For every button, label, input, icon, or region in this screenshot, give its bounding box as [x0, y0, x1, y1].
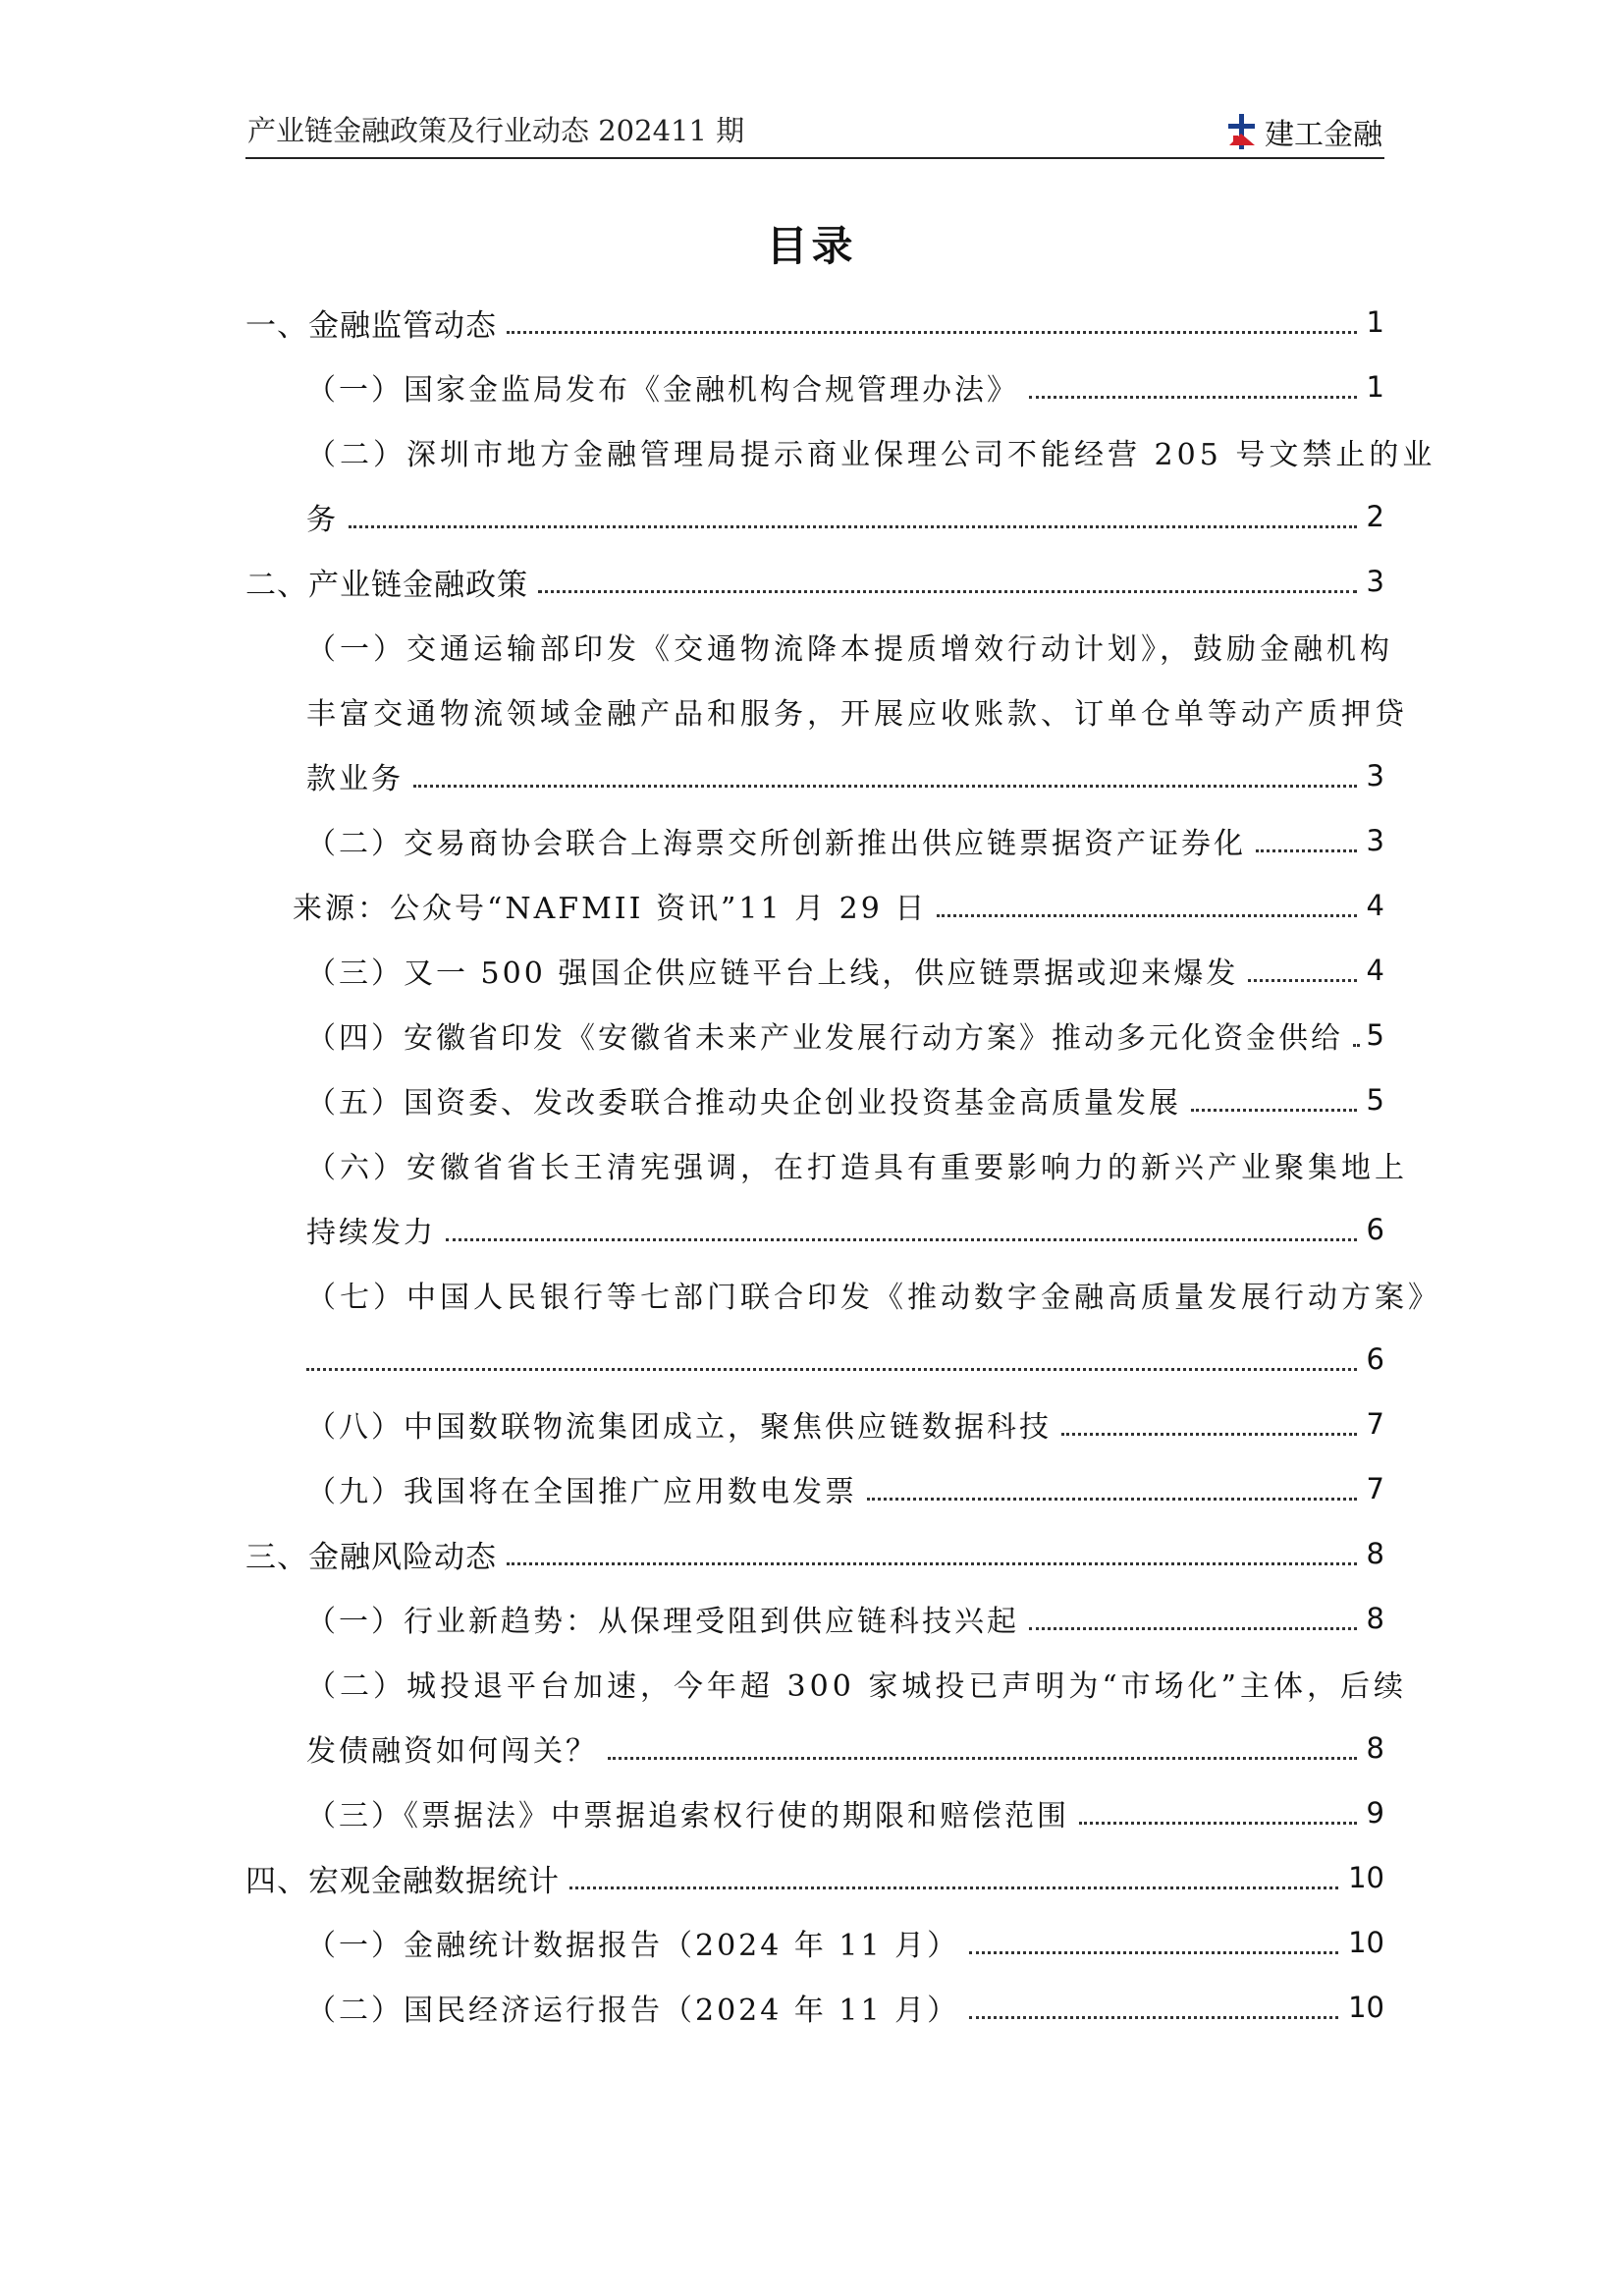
toc-entry-line — [245, 1132, 1408, 1197]
toc-entry-text: （六）安徽省省长王清宪强调，在打造具有重要影响力的新兴产业聚集地上 — [306, 1151, 1408, 1185]
toc-entry-line — [245, 614, 1393, 679]
toc-entry[interactable] — [245, 1067, 1384, 1132]
toc-entry-text: （二）国民经济运行报告（2024 年 11 月） — [306, 1994, 960, 2028]
logo-text: 建工金融 — [1265, 118, 1382, 152]
toc-entry[interactable] — [245, 355, 1384, 419]
toc-entry-text: （五）国资委、发改委联合推动央企创业投资基金高质量发展 — [306, 1086, 1181, 1121]
toc-section[interactable] — [245, 1521, 1384, 1586]
toc-entry-text: （二）深圳市地方金融管理局提示商业保理公司不能经营 205 号文禁止的业 — [306, 438, 1436, 472]
table-of-contents — [245, 290, 1441, 2040]
toc-entry-text: （八）中国数联物流集团成立，聚焦供应链数据科技 — [306, 1410, 1052, 1445]
toc-page-number: 3 — [1366, 824, 1384, 857]
toc-entry-text: （二）交易商协会联合上海票交所创新推出供应链票据资产证券化 — [306, 827, 1246, 861]
dot-leader — [1256, 849, 1357, 852]
toc-entry[interactable] — [245, 1392, 1384, 1456]
toc-page-number: 1 — [1366, 305, 1384, 339]
toc-entry[interactable] — [245, 1975, 1384, 2040]
toc-page-number: 10 — [1348, 1991, 1384, 2024]
toc-entry-text: （七）中国人民银行等七部门联合印发《推动数字金融高质量发展行动方案》 — [306, 1281, 1441, 1315]
toc-entry-text: （四）安徽省印发《安徽省未来产业发展行动方案》推动多元化资金供给 — [306, 1021, 1343, 1056]
dot-leader — [1353, 1044, 1357, 1047]
toc-entry-text: 二、产业链金融政策 — [245, 567, 528, 603]
toc-page-number: 7 — [1366, 1472, 1384, 1505]
toc-page-number: 10 — [1348, 1861, 1384, 1894]
toc-page-number: 8 — [1366, 1731, 1384, 1765]
dot-leader — [507, 331, 1357, 334]
toc-entry-text: 四、宏观金融数据统计 — [245, 1863, 560, 1899]
dot-leader — [969, 1951, 1338, 1954]
toc-entry-text: 丰富交通物流领域金融产品和服务，开展应收账款、订单仓单等动产质押贷 — [306, 697, 1408, 732]
dot-leader — [969, 2016, 1338, 2019]
toc-entry-line — [245, 1651, 1408, 1716]
toc-entry-text: （三）又一 500 强国企供应链平台上线，供应链票据或迎来爆发 — [306, 957, 1239, 991]
dot-leader — [413, 785, 1357, 788]
toc-page-number: 5 — [1366, 1018, 1384, 1052]
toc-entry[interactable] — [245, 808, 1384, 873]
toc-section[interactable] — [245, 1845, 1384, 1910]
toc-page-number: 2 — [1366, 500, 1384, 533]
toc-entry[interactable] — [245, 1327, 1384, 1392]
toc-entry-line — [245, 419, 1436, 484]
dot-leader — [1029, 396, 1357, 399]
toc-entry[interactable] — [245, 1910, 1384, 1975]
toc-page-number: 1 — [1366, 370, 1384, 404]
toc-page-number: 10 — [1348, 1926, 1384, 1959]
toc-entry[interactable] — [245, 1780, 1384, 1845]
header-logo — [1225, 110, 1382, 153]
toc-entry-text: （一）金融统计数据报告（2024 年 11 月） — [306, 1929, 960, 1963]
toc-entry-text: （一）交通运输部印发《交通物流降本提质增效行动计划》，鼓励金融机构 — [306, 632, 1393, 667]
toc-entry[interactable] — [245, 743, 1384, 808]
toc-page-number: 5 — [1366, 1083, 1384, 1117]
toc-entry[interactable] — [245, 1197, 1384, 1262]
dot-leader — [507, 1562, 1357, 1565]
dot-leader — [1191, 1109, 1357, 1112]
toc-page-number: 4 — [1366, 889, 1384, 922]
toc-section[interactable] — [245, 290, 1384, 355]
dot-leader — [1029, 1627, 1357, 1630]
toc-entry[interactable] — [245, 873, 1384, 938]
toc-page-number: 7 — [1366, 1407, 1384, 1441]
toc-title: 目录 — [766, 222, 857, 270]
toc-entry[interactable] — [245, 938, 1384, 1003]
toc-page-number: 8 — [1366, 1602, 1384, 1635]
dot-leader — [1079, 1822, 1357, 1825]
dot-leader — [608, 1757, 1357, 1760]
toc-entry-text: （三）《票据法》中票据追索权行使的期限和赔偿范围 — [306, 1799, 1069, 1833]
toc-entry-text: 一、金融监管动态 — [245, 307, 497, 344]
toc-entry[interactable] — [245, 1456, 1384, 1521]
toc-page-number: 3 — [1366, 565, 1384, 598]
dot-leader — [538, 590, 1357, 593]
toc-entry-text: （一）行业新趋势：从保理受阻到供应链科技兴起 — [306, 1605, 1019, 1639]
toc-section[interactable] — [245, 549, 1384, 614]
toc-entry[interactable] — [245, 484, 1384, 549]
toc-entry-text: （九）我国将在全国推广应用数电发票 — [306, 1475, 857, 1509]
toc-entry[interactable] — [245, 1586, 1384, 1651]
toc-entry-line — [245, 1262, 1441, 1327]
toc-page-number: 8 — [1366, 1537, 1384, 1570]
dot-leader — [1061, 1433, 1357, 1436]
dot-leader — [1248, 979, 1356, 982]
toc-entry-text: （一）国家金监局发布《金融机构合规管理办法》 — [306, 373, 1019, 408]
toc-entry-line — [245, 679, 1408, 743]
toc-page-number: 9 — [1366, 1796, 1384, 1830]
dot-leader — [306, 1368, 1357, 1371]
toc-page-number: 6 — [1366, 1342, 1384, 1376]
toc-page-number: 4 — [1366, 954, 1384, 987]
dot-leader — [446, 1238, 1357, 1241]
toc-entry-text: 来源：公众号“NAFMII 资讯”11 月 29 日 — [293, 892, 928, 926]
toc-entry-text: （二）城投退平台加速，今年超 300 家城投已声明为“市场化”主体，后续 — [306, 1669, 1408, 1704]
dot-leader — [867, 1498, 1357, 1501]
dot-leader — [569, 1886, 1338, 1889]
header-title: 产业链金融政策及行业动态 202411 期 — [247, 114, 745, 147]
toc-entry-text: 持续发力 — [306, 1216, 436, 1250]
page-header — [245, 110, 1384, 159]
toc-entry-text: 务 — [306, 503, 339, 537]
toc-entry[interactable] — [245, 1003, 1384, 1067]
dot-leader — [937, 914, 1356, 917]
toc-entry-text: 三、金融风险动态 — [245, 1539, 497, 1575]
toc-page-number: 6 — [1366, 1213, 1384, 1246]
toc-entry-text: 发债融资如何闯关？ — [306, 1734, 598, 1769]
toc-entry-text: 款业务 — [306, 762, 404, 796]
dot-leader — [349, 525, 1357, 528]
toc-page-number: 3 — [1366, 759, 1384, 793]
jiangong-logo-icon — [1225, 112, 1259, 151]
toc-entry[interactable] — [245, 1716, 1384, 1780]
